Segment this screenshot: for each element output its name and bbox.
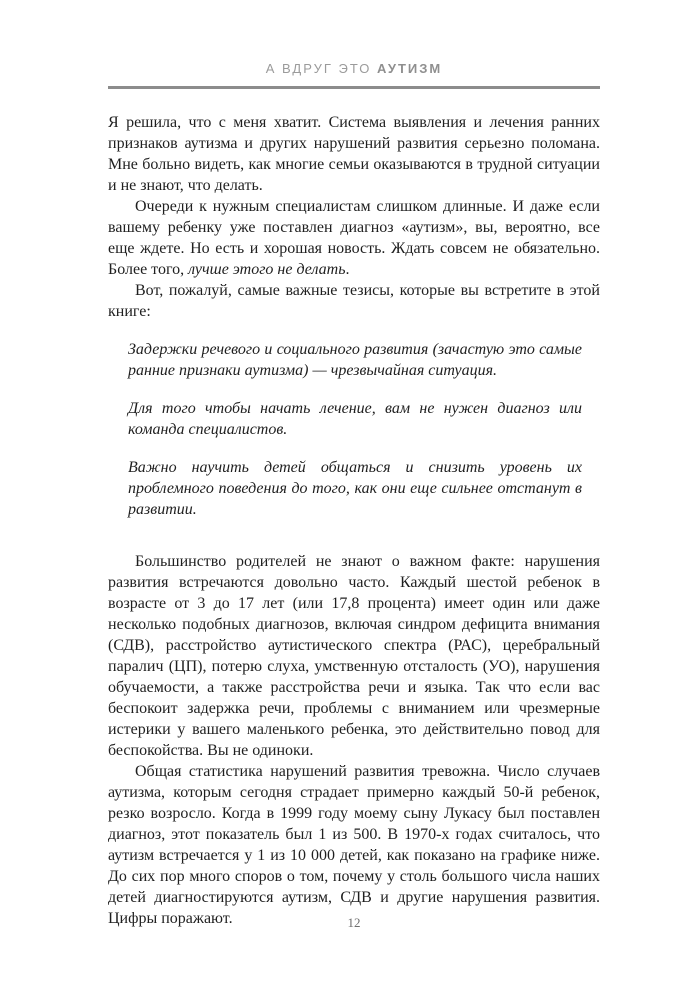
body-paragraph — [108, 196, 600, 280]
text-column — [108, 112, 600, 929]
running-head-bold: АУТИЗМ — [376, 61, 443, 76]
block-quote — [128, 398, 582, 440]
text-segment: Важно научить детей общаться и снизить уровень их проблемного поведения до того, как они еще сильнее отстанут в развитии. — [128, 459, 582, 518]
text-segment: Большинство родителей не знают о важном факте: нарушения развития встречаются довольно часто. Каждый шестой ребенок в возрасте от 3 до 17 лет (или 17,8 процента) имеет один или даже несколько подобных диагнозов, включая синдром дефицита внимания (СДВ), расстройство аутистического спектра (РАС), церебральный паралич (ЦП), потерю слуха, умственную отсталость (УО), нарушения обучаемости, а также расстройства речи и языка. Так что если вас беспокоит задержка речи, проблемы с вниманием или чрезмерные истерики у вашего маленького ребенка, это действительно повод для беспокойства. Вы не одиноки. — [108, 553, 600, 759]
block-quote — [128, 457, 582, 520]
page-number: 12 — [347, 915, 361, 930]
running-head — [108, 61, 600, 77]
block-quote — [128, 339, 582, 381]
text-segment: Вот, пожалуй, самые важные тезисы, которые вы встретите в этой книге: — [108, 282, 600, 320]
text-segment: Для того чтобы начать лечение, вам не нужен диагноз или команда специалистов. — [128, 400, 582, 438]
body-paragraph — [108, 551, 600, 761]
body-paragraph — [108, 280, 600, 322]
text-segment: Задержки речевого и социального развития (зачастую это самые ранние признаки аутизма) — чрезвычайная ситуация. — [128, 341, 582, 379]
italic-emphasis: лучше этого не делать — [188, 261, 346, 278]
text-segment: . — [345, 261, 350, 278]
header-rule — [108, 86, 600, 89]
text-segment: Общая статистика нарушений развития тревожна. Число случаев аутизма, которым сегодня страдает примерно каждый 50-й ребенок, резко возросло. Когда в 1999 году моему сыну Лукасу был поставлен диагноз, этот показатель был 1 из 500. В 1970-х годах считалось, что аутизм встречается у 1 из 10 000 детей, как показано на графике ниже. До сих пор много споров о том, почему у столь большого числа наших детей диагностируются аутизм, СДВ и другие нарушения развития. Цифры поражают. — [108, 763, 600, 927]
body-paragraph — [108, 112, 600, 196]
text-segment: Очереди к нужным специалистам слишком длинные. И даже если вашему ребенку уже поставлен диагноз «аутизм», вы, вероятно, все еще ждете. Но есть и хорошая новость. Ждать совсем не обязательно. Более того, — [108, 198, 600, 278]
text-segment: Я решила, что с меня хватит. Система выявления и лечения ранних признаков аутизма и других нарушений развития серьезно поломана. Мне больно видеть, как многие семьи оказываются в трудной ситуации и не знают, что делать. — [108, 114, 600, 194]
running-head-regular: А ВДРУГ ЭТО — [265, 61, 377, 76]
body-paragraph — [108, 761, 600, 929]
